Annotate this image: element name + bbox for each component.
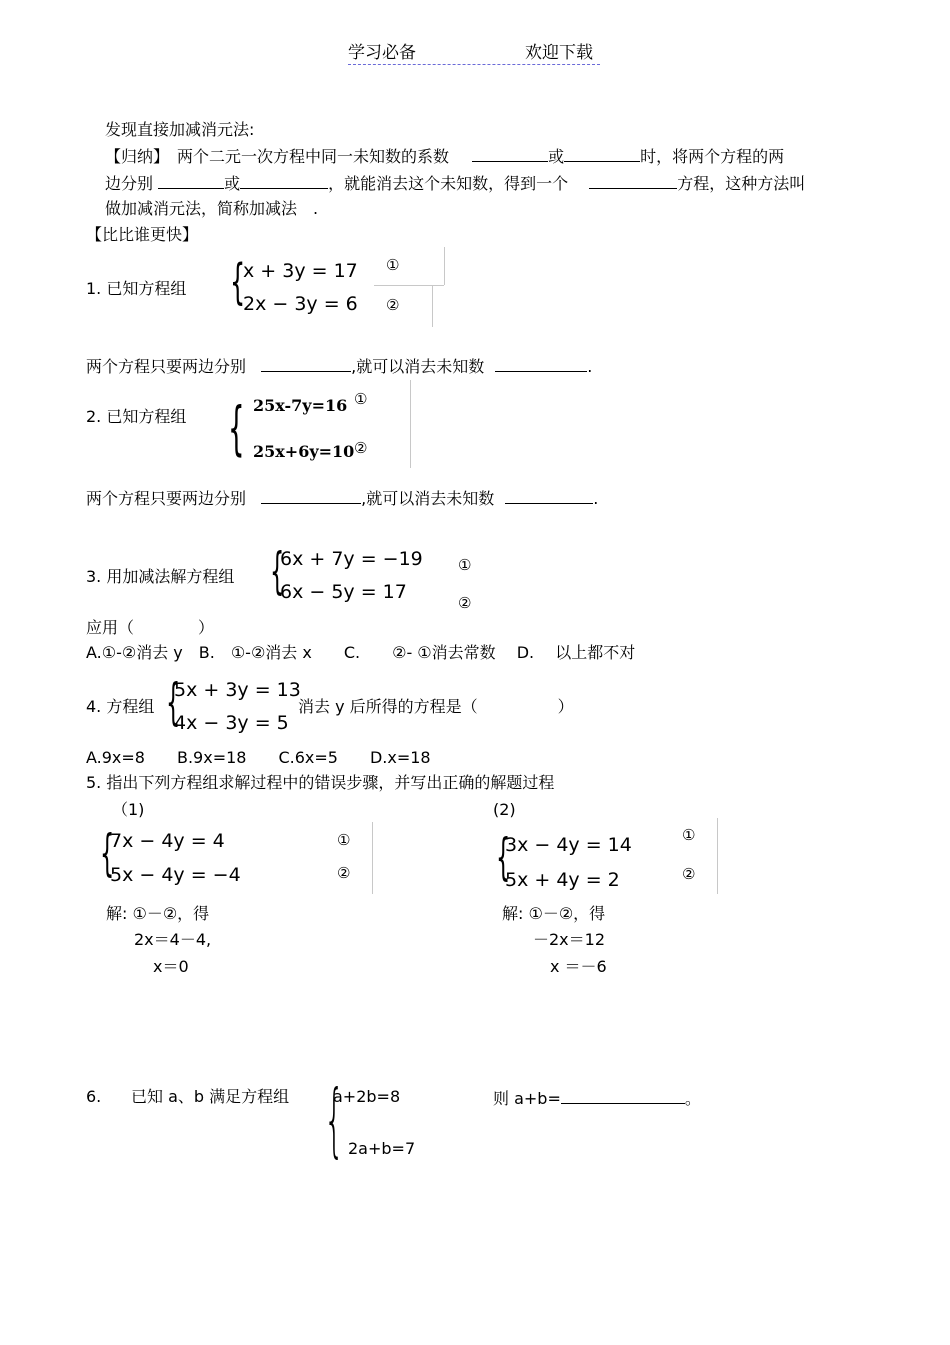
q6-tail: [493, 1089, 701, 1107]
q5-p2-step-1: 解: ①－②，得: [502, 904, 606, 923]
q1-circle-2: ②: [386, 296, 400, 314]
blank-fill[interactable]: [495, 357, 587, 372]
q5-p1-frame-line: [372, 822, 373, 894]
q4-eq1: 5x + 3y = 13: [174, 679, 301, 701]
q5-p1-circle-2: ②: [337, 864, 351, 882]
q2-ask: [86, 489, 598, 507]
q1-frame-line: [374, 285, 444, 286]
header-right: 欢迎下载: [525, 43, 593, 63]
blank-fill[interactable]: [564, 147, 640, 162]
q5-p1-tag: （1): [112, 800, 145, 819]
blank-fill[interactable]: [589, 174, 677, 189]
q3-apply: 应用（ ）: [86, 618, 215, 637]
intro-line2-a: 边分别: [105, 174, 154, 193]
q2-frame-line: [410, 380, 411, 468]
brace-icon: {: [230, 254, 246, 310]
q2-ask-b: ,就可以消去未知数: [361, 489, 495, 508]
q3-circle-1: ①: [458, 556, 472, 574]
intro-line-1: [105, 147, 784, 165]
q1-ask: [86, 357, 592, 375]
q1-circle-1: ①: [386, 256, 400, 274]
brace-icon: {: [496, 828, 511, 886]
q5-p2-circle-1: ①: [682, 826, 696, 844]
q5-p2-eq2: 5x + 4y = 2: [505, 869, 620, 891]
q5-p1-eq2: 5x − 4y = −4: [110, 864, 241, 886]
q2-ask-a: 两个方程只要两边分别: [86, 489, 247, 508]
q2-eq2: 25x+6y=10: [253, 442, 355, 461]
q5-p1-circle-1: ①: [337, 831, 351, 849]
q6-number: 6.: [86, 1087, 102, 1106]
q6-tail-text: 则 a+b=: [493, 1089, 561, 1108]
blank-fill[interactable]: [240, 174, 328, 189]
blank-fill[interactable]: [472, 147, 548, 162]
q5-p2-step-2: －2x＝12: [533, 930, 606, 949]
q6-end: 。: [684, 1089, 701, 1108]
intro-line1-b: 时，将两个方程的两: [640, 147, 785, 166]
q5-p1-step-2: 2x＝4－4,: [134, 930, 212, 949]
q2-eq1: 25x-7y=16: [253, 396, 348, 415]
q5-p1-eq1: 7x − 4y = 4: [110, 830, 225, 852]
intro-or: 或: [224, 174, 241, 193]
q5-p2-tag: (2): [493, 800, 516, 819]
q2-ask-end: .: [593, 489, 599, 508]
q5-p2-step-3: x ＝－6: [550, 957, 607, 976]
intro-line2-c: 方程，这种方法叫: [677, 174, 806, 193]
header-underline: [348, 64, 600, 65]
blank-fill[interactable]: [561, 1089, 685, 1104]
q5-p2-circle-2: ②: [682, 865, 696, 883]
intro-line-2: [105, 174, 805, 192]
q3-options: A.①-②消去 y B. ①-②消去 x C. ②- ①消去常数 D. 以上都不对: [86, 643, 636, 662]
brace-icon: {: [270, 542, 285, 600]
q5-p2-eq1: 3x − 4y = 14: [505, 834, 632, 856]
q2-circle-1: ①: [354, 390, 368, 408]
q4-label: 4. 方程组: [86, 697, 155, 716]
q2-circle-2: ②: [354, 439, 368, 457]
brace-icon: {: [100, 824, 115, 882]
blank-fill[interactable]: [158, 174, 224, 189]
q1-ask-b: ,就可以消去未知数: [351, 357, 485, 376]
brace-icon: {: [324, 1073, 345, 1166]
header-left: 学习必备: [348, 43, 416, 63]
q5-label: 5. 指出下列方程组求解过程中的错误步骤，并写出正确的解题过程: [86, 773, 555, 792]
q6-eq2: 2a+b=7: [348, 1139, 416, 1158]
q3-label: 3. 用加减法解方程组: [86, 567, 235, 586]
brace-icon: {: [166, 673, 181, 731]
q5-p2-frame-line: [717, 818, 718, 894]
q4-options: A.9x=8 B.9x=18 C.6x=5 D.x=18: [86, 748, 431, 767]
q3-circle-2: ②: [458, 594, 472, 612]
q5-p1-step-3: x＝0: [153, 957, 189, 976]
intro-line2-b: ，就能消去这个未知数，得到一个: [328, 174, 569, 193]
q3-eq2: 6x − 5y = 17: [280, 581, 407, 603]
q6-label: 已知 a、b 满足方程组: [131, 1087, 290, 1106]
q1-ask-a: 两个方程只要两边分别: [86, 357, 247, 376]
section-title: 【比比谁更快】: [86, 225, 199, 244]
q1-frame-line: [432, 285, 433, 327]
blank-fill[interactable]: [505, 489, 593, 504]
brace-icon: {: [228, 394, 245, 462]
q4-eq2: 4x − 3y = 5: [174, 712, 289, 734]
blank-fill[interactable]: [261, 489, 361, 504]
q3-eq1: 6x + 7y = −19: [280, 548, 423, 570]
q1-frame-line: [444, 247, 445, 285]
blank-fill[interactable]: [261, 357, 351, 372]
q4-tail: 消去 y 后所得的方程是（ ）: [298, 697, 574, 716]
intro-line1-a: 【归纳】 两个二元一次方程中同一未知数的系数: [105, 147, 450, 166]
intro-line-3: 做加减消元法，简称加减法 .: [105, 199, 319, 218]
q2-label: 2. 已知方程组: [86, 407, 187, 426]
q1-eq2: 2x − 3y = 6: [243, 293, 358, 315]
q1-eq1: x + 3y = 17: [243, 260, 358, 282]
q6-eq1: a+2b=8: [333, 1087, 401, 1106]
q5-p1-step-1: 解: ①－②，得: [106, 904, 210, 923]
q1-label: 1. 已知方程组: [86, 279, 187, 298]
intro-title: 发现直接加减消元法:: [105, 120, 255, 139]
intro-or: 或: [548, 147, 565, 166]
q1-ask-end: .: [587, 357, 593, 376]
